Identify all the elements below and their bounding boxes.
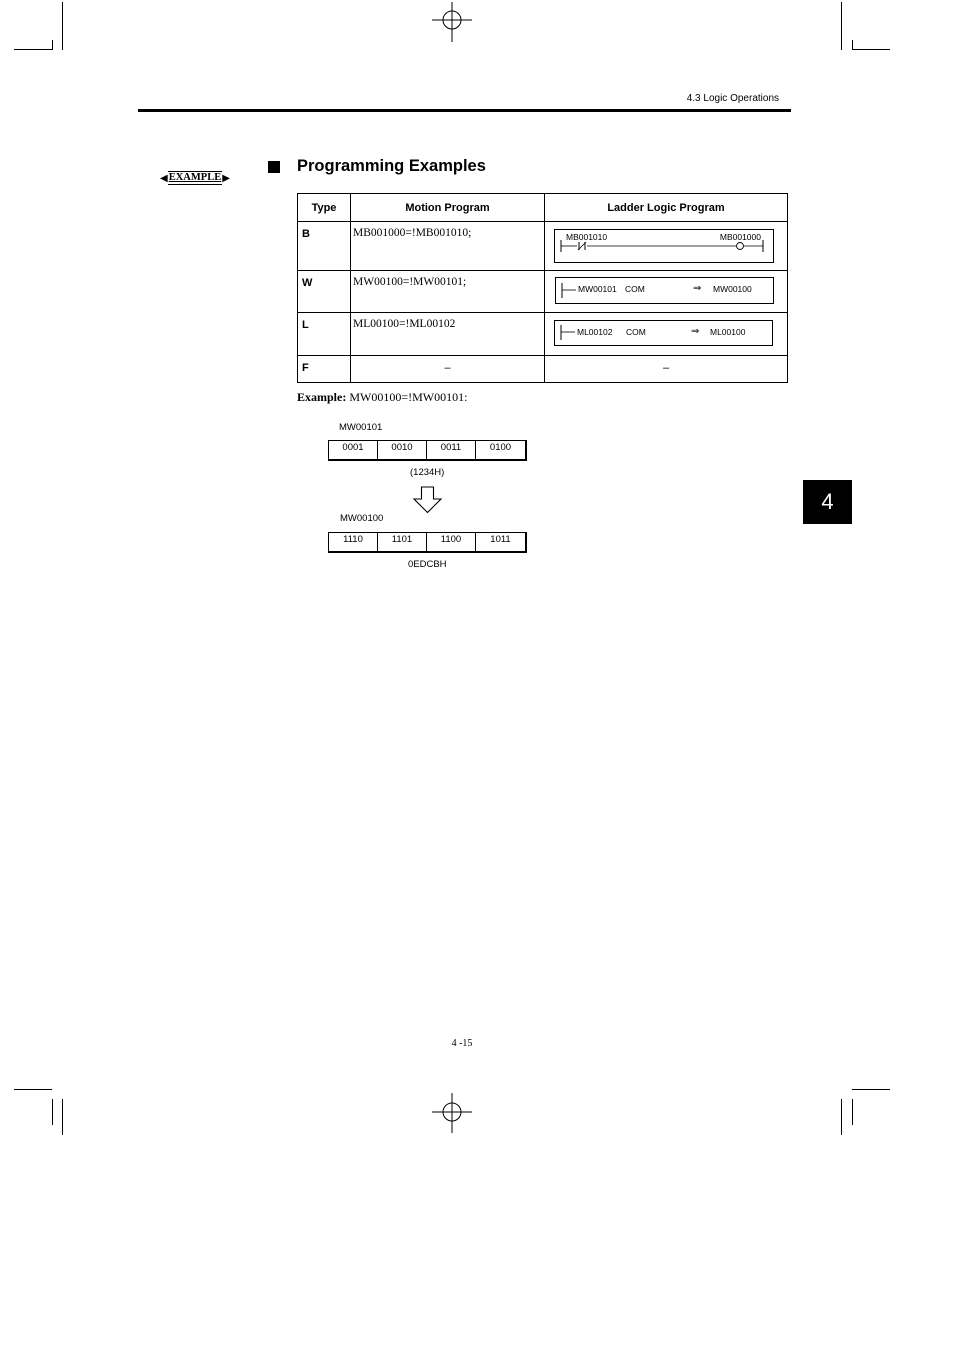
motion-program-cell: MW00100=!MW00101;	[351, 271, 545, 313]
ladder-diagram	[554, 229, 774, 263]
bit-group-cell: 1011	[490, 534, 511, 545]
crop-mark	[852, 1099, 853, 1125]
bit-group-cell: 0001	[329, 441, 378, 459]
coil-label: MB001000	[719, 232, 761, 242]
down-arrow-icon	[412, 486, 443, 514]
type-cell: L	[298, 313, 351, 356]
bit-group-cell: 0010	[378, 441, 427, 459]
crop-mark	[62, 2, 63, 50]
rung-start	[555, 321, 579, 345]
contact-label: MB001010	[566, 232, 608, 242]
dest-register-name: MW00100	[340, 513, 384, 524]
bit-group-cell: 0100	[489, 442, 512, 453]
crop-mark	[852, 40, 853, 50]
motion-program-cell: ML00100=!ML00102	[351, 313, 545, 356]
table-row	[298, 356, 788, 383]
source-register-bits	[328, 440, 527, 461]
example-line	[297, 390, 467, 405]
dest-register-label: MW00100	[713, 284, 752, 294]
bit-group-cell: 0011	[427, 441, 476, 459]
crop-mark	[852, 49, 890, 50]
source-register-hex: (1234H)	[410, 467, 445, 478]
dest-register-bits	[328, 532, 527, 553]
ladder-logic-cell	[545, 313, 788, 356]
heading-bullet-icon	[268, 161, 280, 173]
nc-contact-rung	[555, 230, 773, 262]
motion-program-cell: –	[351, 356, 545, 383]
crop-mark	[62, 1099, 63, 1135]
rung-start	[556, 278, 580, 303]
ladder-diagram	[554, 320, 773, 346]
ladder-logic-cell	[545, 271, 788, 313]
column-header-ladder: Ladder Logic Program	[545, 194, 788, 222]
header-rule	[138, 109, 791, 112]
right-triangle-icon: ▶	[222, 172, 230, 184]
bit-group-cell: 1101	[378, 533, 427, 551]
arrow-icon: ⇒	[693, 283, 702, 294]
page-number: 4 -15	[451, 1038, 473, 1049]
section-heading: Programming Examples	[297, 157, 486, 175]
crop-mark	[841, 1099, 842, 1135]
type-cell: F	[298, 356, 351, 383]
ladder-diagram	[555, 277, 774, 304]
table-row	[298, 222, 788, 271]
dest-register-label: ML00100	[710, 327, 746, 337]
programming-examples-table	[297, 193, 788, 383]
crop-mark	[14, 49, 52, 50]
ladder-logic-cell: –	[545, 356, 788, 383]
left-triangle-icon: ◀	[160, 172, 168, 184]
crop-mark	[852, 1089, 890, 1090]
crop-mark	[52, 40, 53, 50]
column-header-type: Type	[298, 194, 351, 222]
operation-label: COM	[625, 284, 645, 294]
source-register-name: MW00101	[339, 422, 383, 433]
example-tag	[160, 171, 230, 185]
example-expression: MW00100=!MW00101:	[346, 390, 468, 404]
type-cell: W	[298, 271, 351, 313]
example-label: Example:	[297, 390, 347, 404]
registration-mark	[432, 2, 472, 42]
column-header-motion: Motion Program	[351, 194, 545, 222]
table-row	[298, 271, 788, 313]
chapter-tab: 4	[803, 480, 852, 524]
registration-mark	[432, 1093, 472, 1133]
bit-group-cell: 1110	[329, 533, 378, 551]
table-header-row	[298, 194, 788, 222]
ladder-logic-cell	[545, 222, 788, 271]
section-reference: 4.3 Logic Operations	[686, 93, 779, 104]
bit-group-cell: 1100	[427, 533, 476, 551]
crop-mark	[52, 1099, 53, 1125]
source-register-label: MW00101	[578, 284, 617, 294]
example-tag-label: EXAMPLE	[168, 172, 222, 183]
source-register-label: ML00102	[577, 327, 613, 337]
crop-mark	[14, 1089, 52, 1090]
type-cell: B	[298, 222, 351, 271]
dest-register-hex: 0EDCBH	[408, 559, 447, 570]
operation-label: COM	[626, 327, 646, 337]
arrow-icon: ⇒	[691, 326, 700, 337]
crop-mark	[841, 2, 842, 50]
motion-program-cell: MB001000=!MB001010;	[351, 222, 545, 271]
table-row	[298, 313, 788, 356]
